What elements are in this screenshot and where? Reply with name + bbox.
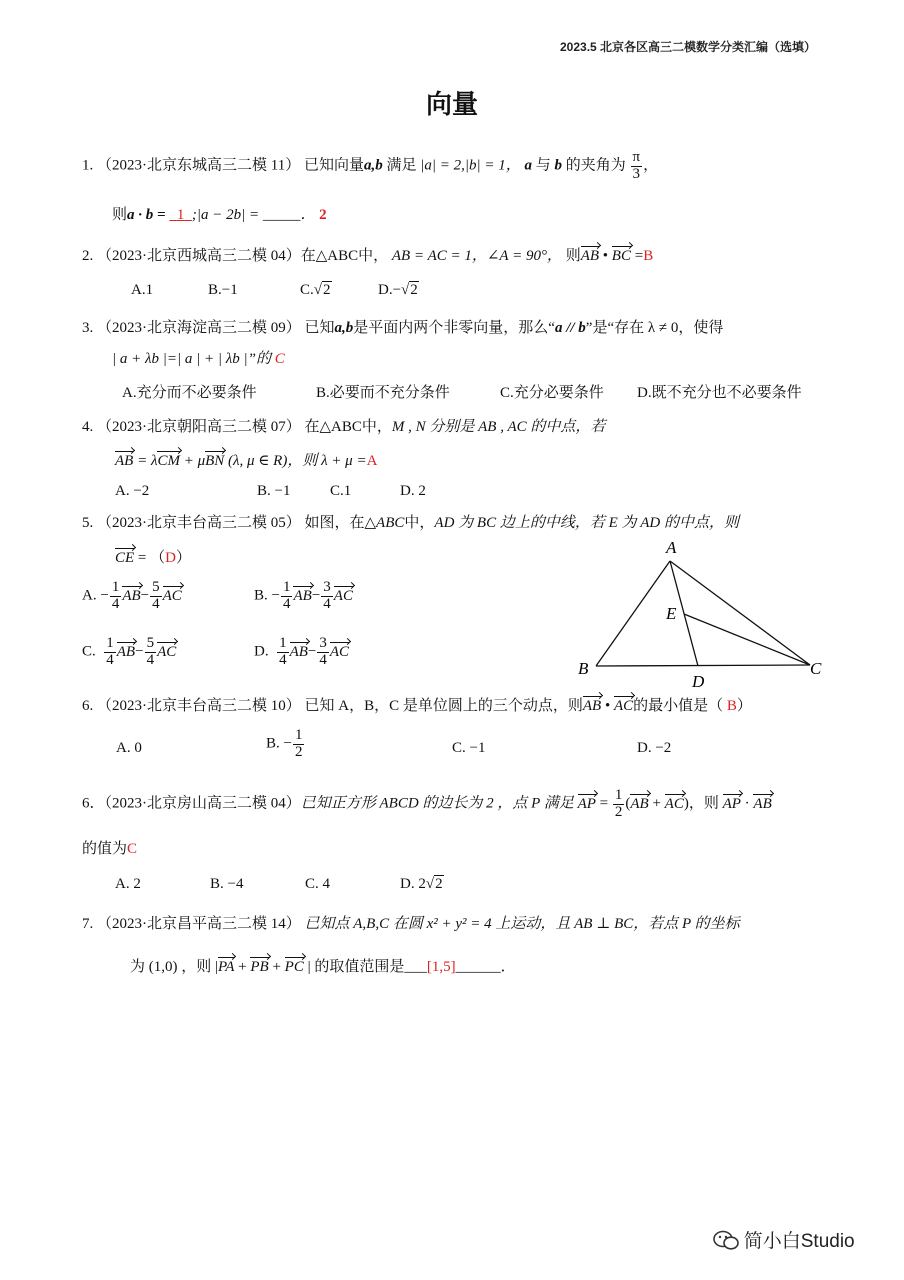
- vec-AB: AB: [580, 248, 600, 264]
- label-E: E: [666, 604, 677, 623]
- question-3: 3. （2023·北京海淀高三二模 09） 已知a,b是平面内两个非零向量，那么“a // b”是“存在 λ ≠ 0，使得: [82, 320, 724, 336]
- q5-option-d: D. $\frac{1}{4}$ AB− $\frac{3}{4}$ AC: [254, 635, 350, 668]
- label-D: D: [692, 672, 705, 691]
- vec-BC: BC: [611, 248, 631, 264]
- q4-option-b: B. −1: [257, 483, 291, 499]
- q6b-option-c: C. 4: [305, 876, 331, 892]
- question-5: 5. （2023·北京丰台高三二模 05） 如图，在△ABC中，AD 为 BC 边上的中线，若 E 为 AD 的中点，则: [82, 515, 739, 531]
- q4-answer: A: [366, 453, 378, 469]
- q6-option-c: C. −1: [452, 740, 486, 756]
- q1-text4: 的夹角为: [565, 157, 626, 174]
- q1-text3: 与: [535, 157, 551, 174]
- page-header: 2023.5 北京各区高三二模数学分类汇编（选填）: [560, 40, 817, 54]
- question-6: 6. （2023·北京丰台高三二模 10） 已知 A，B，C 是单位圆上的三个动点，则AB • AC的最小值是（ B）: [82, 698, 752, 714]
- q4-option-a: A. −2: [115, 483, 150, 499]
- q1-vecs: a,b: [363, 157, 383, 174]
- q3-option-a: A.充分而不必要条件: [122, 385, 257, 401]
- page-title: 向量: [426, 89, 479, 119]
- side-AB: [596, 561, 670, 666]
- question-7: 7. （2023·北京昌平高三二模 14） 已知点 A,B,C 在圆 x² + y² = 4 上运动，且 AB ⊥ BC，若点 P 的坐标: [82, 916, 740, 932]
- label-A: A: [666, 538, 677, 557]
- q6-option-a: A. 0: [116, 740, 142, 756]
- q6-option-b: B. − $\frac{1}{2}$: [266, 727, 303, 760]
- q6-answer: B: [726, 698, 737, 714]
- q1-number: 1.: [82, 157, 94, 174]
- question-6b: 6．（2023·北京房山高三二模 04）已知正方形 ABCD 的边长为 2 ，点 P 满足 AP = $\frac{1}{2}$ (AB + AC)，则 AP · AB: [82, 787, 772, 820]
- question-1-line2: 则a · b = 1 ;|a − 2b| = _____． 2: [112, 207, 327, 223]
- q1-condition: |a| = 2,|b| = 1，: [420, 157, 521, 174]
- label-C: C: [810, 659, 822, 678]
- question-7-line2: 为 (1,0) ，则 |PA + PB + PC | 的取值范围是___[1,5]______．: [130, 959, 516, 975]
- side-AC: [670, 561, 810, 665]
- q3-option-d: D.既不充分也不必要条件: [637, 385, 802, 401]
- q1-answer-1: 1: [176, 207, 185, 223]
- q1-dot-expr: a · b =: [127, 207, 166, 223]
- q3-option-c: C.充分必要条件: [500, 385, 604, 401]
- q1-norm-expr: ;|a − 2b| = _____．: [191, 207, 316, 223]
- q6b-option-a: A. 2: [115, 876, 141, 892]
- segment-CE: [684, 614, 810, 665]
- q5-option-a: A. − $\frac{1}{4}$ AB− $\frac{5}{4}$ AC: [82, 579, 182, 612]
- q2-option-b: B.−1: [208, 282, 238, 298]
- q4-option-d: D. 2: [400, 483, 426, 499]
- q4-option-c: C.1: [330, 483, 352, 499]
- q2-option-a: A.1: [131, 282, 154, 298]
- q1-answer-2: 2: [319, 207, 327, 223]
- q2-answer: B: [643, 248, 654, 264]
- question-5-line2: CE = （D）: [115, 550, 191, 566]
- label-B: B: [578, 659, 589, 678]
- q3-answer: C: [274, 351, 285, 367]
- question-4-line2: AB = λCM + μBN (λ, μ ∈ R)，则 λ + μ =A: [115, 453, 378, 469]
- q5-option-b: B. − $\frac{1}{4}$ AB− $\frac{3}{4}$ AC: [254, 579, 353, 612]
- q7-answer: [1,5]: [426, 959, 456, 975]
- question-3-line2: | a + λb |=| a | + | λb |”的 C: [112, 351, 285, 367]
- q2-option-d: D.−√2: [378, 282, 418, 298]
- q6b-option-b: B. −4: [210, 876, 244, 892]
- triangle-figure: [570, 535, 830, 695]
- q1-angle-fraction: $\frac{\pi}{3}$: [632, 149, 641, 182]
- side-BC: [596, 665, 810, 666]
- q3-option-b: B.必要而不充分条件: [316, 385, 450, 401]
- q2-option-c: C.√2: [300, 282, 331, 298]
- q6b-answer: C: [127, 841, 138, 857]
- q1-text: 已知向量: [303, 157, 364, 174]
- wechat-icon: [712, 1228, 740, 1252]
- q1-text2: 满足: [386, 157, 417, 174]
- q6b-option-d: D. 2√2: [400, 876, 443, 892]
- question-1: 1. （2023·北京东城高三二模 11） 已知向量a,b 满足 |a| = 2,|b| = 1， a 与 b 的夹角为 $\frac{\pi}{3}$ ，: [82, 149, 659, 182]
- question-6b-line2: 的值为C: [82, 841, 138, 857]
- q1-source: （2023·北京东城高三二模 11）: [97, 157, 301, 174]
- watermark-text: 简小白Studio: [743, 1231, 855, 1252]
- watermark: [712, 1226, 855, 1253]
- q5-option-c: C. $\frac{1}{4}$ AB− $\frac{5}{4}$ AC: [82, 635, 177, 668]
- question-2: 2. （2023·北京西城高三二模 04）在△ABC中， AB = AC = 1，∠A = 90°， 则AB • BC =B: [82, 248, 654, 264]
- q6-option-d: D. −2: [637, 740, 672, 756]
- question-4: 4. （2023·北京朝阳高三二模 07） 在△ABC中，M , N 分别是 AB , AC 的中点，若: [82, 419, 606, 435]
- q5-answer: D: [165, 550, 176, 566]
